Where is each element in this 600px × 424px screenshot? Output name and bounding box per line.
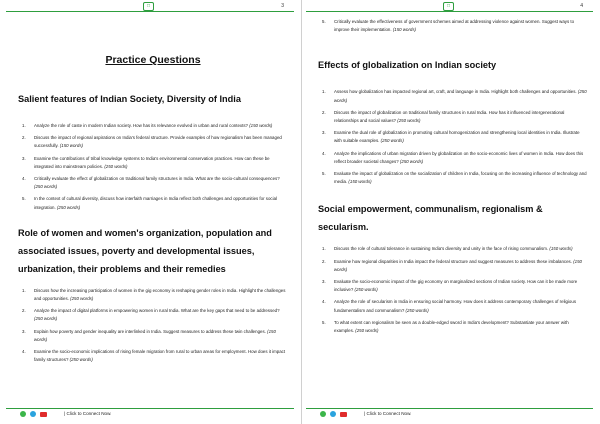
section-heading: Role of women and women's organization, population and associated issues, poverty and developmental issues, urbanization, their problems and their remedies	[18, 227, 272, 274]
header-rule	[6, 11, 294, 12]
question-list	[318, 245, 587, 335]
list-item: 5. Evaluate the impact of globalization on the socialization of children in India, focusing on the increasing influence of technology and media. (150 words)	[322, 171, 587, 185]
page-title: Practice Questions	[105, 54, 201, 66]
list-item: 3. Explain how poverty and gender inequality are interlinked in India. Suggest measures to address these twin challenges. (150 words)	[22, 328, 276, 342]
logo-icon: □	[143, 2, 154, 11]
list-item: 4. Examine the socio-economic implications of rising female migration from rural to urban areas for employment. How does it impact family structures? (250 words)	[22, 349, 286, 363]
list-item: 2. Analyze the impact of digital platforms in empowering women in rural India. What are the key gaps that need to be addressed? (250 words)	[22, 308, 280, 322]
question-list	[318, 88, 587, 186]
list-item: 3. Examine the contributions of tribal knowledge systems to India's environmental conservation practices. How can these be integrated into mainstream policies. (250 words)	[22, 155, 270, 169]
youtube-icon[interactable]	[40, 412, 47, 417]
whatsapp-icon[interactable]	[20, 411, 26, 417]
page-number: 4	[580, 3, 583, 9]
page-content	[18, 14, 288, 368]
connect-link[interactable]: | Click to Connect Now.	[64, 411, 112, 416]
list-item: 4. Critically evaluate the effect of globalization on traditional family structures in India. What are the socio-cultural consequences? (250 words)	[22, 176, 280, 190]
social-icons	[320, 411, 351, 417]
list-item: 2. Discuss the impact of regional aspirations on India's federal structure. Provide examples of how regionalism has been managed successfully. (150 words)	[22, 135, 282, 149]
logo-icon: □	[443, 2, 454, 11]
section-heading: Social empowerment, communalism, regionalism & secularism.	[318, 204, 543, 233]
page-content	[318, 14, 587, 339]
connect-link[interactable]: | Click to Connect Now.	[364, 411, 412, 416]
list-item: 3. Evaluate the socio-economic impact of the gig economy on marginalized sections of Indian society. How can it be made more inclusive? (250 words)	[322, 279, 578, 293]
page-number: 3	[281, 3, 284, 9]
list-item: 3. Examine the dual role of globalization in promoting cultural homogenization and strengthening local identities in India. Illustrate with suitable examples. (250 words)	[322, 130, 580, 144]
section-heading: Effects of globalization on Indian society	[318, 60, 497, 71]
question-list	[318, 18, 587, 34]
question-list	[18, 287, 288, 365]
list-item: 1. Analyze the role of caste in modern Indian society. How has its relevance evolved in urban and rural contexts? (150 words)	[22, 123, 273, 128]
list-item: 4. Analyze the role of secularism in India in ensuring social harmony. How does it address contemporary challenges of religious fundamentalism and communalism? (250 words)	[322, 299, 577, 313]
telegram-icon[interactable]	[30, 411, 36, 417]
list-item: 1. Discuss the role of cultural tolerance in sustaining India's diversity and unity in the face of rising communalism. (150 words)	[322, 246, 573, 252]
list-item: 2. Examine how regional disparities in India impact the federal structure and suggest measures to address these imbalances. (150 words)	[322, 258, 582, 272]
list-item: 4. Analyze the implications of urban migration driven by globalization on the socio-economic lives of women in India. How does this reflect broader societal changes? (250 words)	[322, 150, 584, 164]
telegram-icon[interactable]	[330, 411, 336, 417]
page-4	[301, 0, 597, 424]
page-3	[2, 0, 298, 424]
footer	[306, 408, 593, 418]
list-item: 5. To what extent can regionalism be seen as a double-edged sword in India's development? Substantiate your answer with examples. (250 words)	[322, 319, 569, 334]
list-item: 2. Discuss the impact of globalization on traditional family structures in rural India. How has it influenced intergenerational relationships and social values? (250 words)	[322, 109, 565, 124]
footer	[6, 408, 294, 418]
question-list	[18, 122, 288, 212]
whatsapp-icon[interactable]	[320, 411, 326, 417]
social-icons	[20, 411, 51, 417]
list-item: 5. Critically evaluate the effectiveness of government schemes aimed at addressing violence against women. Suggest ways to improve their implementation. (150 words)	[322, 19, 575, 33]
list-item: 5. In the context of cultural diversity, discuss how interfaith marriages in India reflect both challenges and opportunities for social integration. (250 words)	[22, 196, 277, 210]
section-heading: Salient features of Indian Society, Diversity of India	[18, 94, 241, 104]
list-item: 1. Assess how globalization has impacted regional art, craft, and language in India. Highlight both challenges and opportunities. (250 words)	[322, 89, 587, 103]
list-item: 1. Discuss how the increasing participation of women in the gig economy is reshaping gender roles in India. Highlight the challenges and opportunities. (250 words)	[22, 287, 286, 302]
youtube-icon[interactable]	[340, 412, 347, 417]
header-rule	[306, 11, 593, 12]
